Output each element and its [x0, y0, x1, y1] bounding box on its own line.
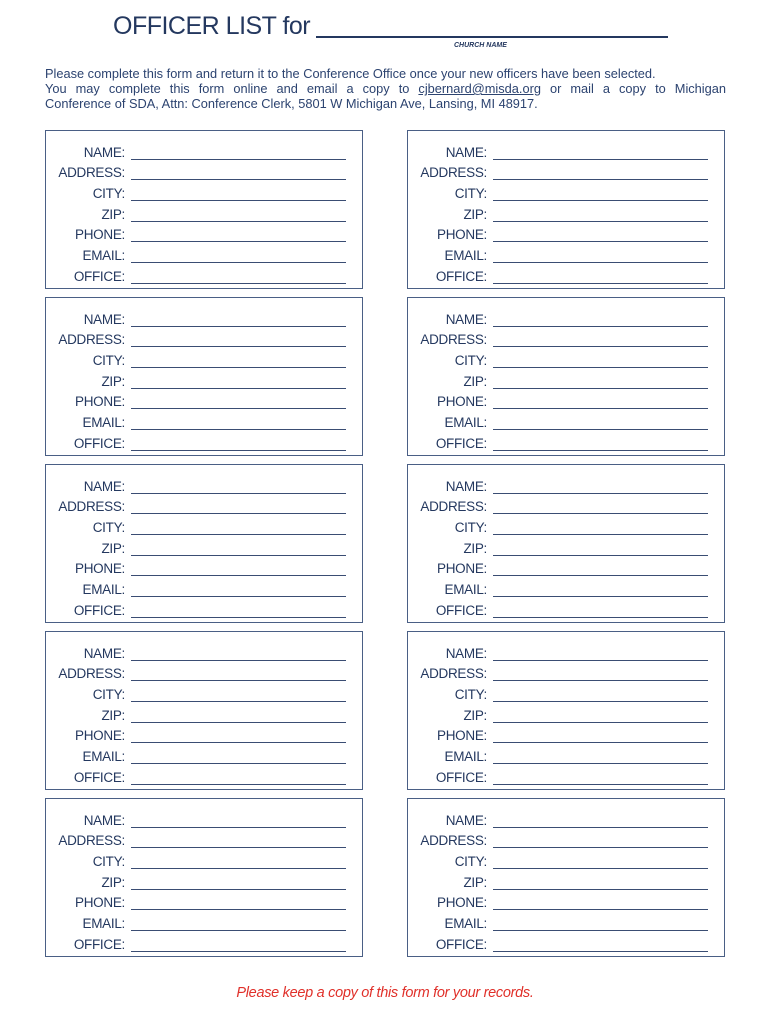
phone-label: PHONE:	[75, 561, 125, 577]
office-field	[408, 598, 724, 619]
phone-input-line[interactable]	[131, 241, 346, 242]
phone-input-line[interactable]	[493, 909, 708, 910]
zip-label: ZIP:	[101, 707, 125, 723]
email-label: EMAIL:	[444, 415, 487, 431]
email-input-line[interactable]	[493, 763, 708, 764]
office-field	[46, 932, 362, 953]
office-field	[408, 932, 724, 953]
city-input-line[interactable]	[493, 367, 708, 368]
email-label: EMAIL:	[82, 916, 125, 932]
office-input-line[interactable]	[131, 784, 346, 785]
phone-field	[408, 724, 724, 745]
phone-field	[408, 557, 724, 578]
address-input-line[interactable]	[493, 346, 708, 347]
phone-field	[46, 223, 362, 244]
zip-label: ZIP:	[101, 540, 125, 556]
zip-input-line[interactable]	[493, 388, 708, 389]
zip-field	[46, 703, 362, 724]
name-input-line[interactable]	[493, 493, 708, 494]
email-input-line[interactable]	[131, 930, 346, 931]
address-label: ADDRESS:	[58, 332, 125, 348]
city-input-line[interactable]	[131, 868, 346, 869]
name-input-line[interactable]	[131, 660, 346, 661]
office-input-line[interactable]	[131, 617, 346, 618]
address-field	[46, 161, 362, 182]
name-field	[408, 474, 724, 495]
address-input-line[interactable]	[131, 346, 346, 347]
city-label: CITY:	[92, 353, 125, 369]
email-field	[46, 577, 362, 598]
address-label: ADDRESS:	[420, 165, 487, 181]
email-input-line[interactable]	[131, 262, 346, 263]
name-input-line[interactable]	[131, 326, 346, 327]
phone-label: PHONE:	[437, 728, 487, 744]
name-label: NAME:	[83, 311, 125, 327]
email-label: EMAIL:	[82, 582, 125, 598]
phone-label: PHONE:	[437, 561, 487, 577]
office-label: OFFICE:	[435, 435, 487, 451]
email-field	[46, 410, 362, 431]
email-label: EMAIL:	[82, 248, 125, 264]
phone-label: PHONE:	[437, 227, 487, 243]
email-field	[408, 243, 724, 264]
zip-field	[408, 703, 724, 724]
office-label: OFFICE:	[435, 602, 487, 618]
name-label: NAME:	[445, 144, 487, 160]
email-label: EMAIL:	[444, 749, 487, 765]
zip-field	[408, 536, 724, 557]
zip-input-line[interactable]	[493, 221, 708, 222]
address-input-line[interactable]	[131, 513, 346, 514]
email-label: EMAIL:	[444, 248, 487, 264]
office-input-line[interactable]	[493, 951, 708, 952]
email-field	[46, 243, 362, 264]
zip-input-line[interactable]	[131, 889, 346, 890]
city-label: CITY:	[92, 687, 125, 703]
officer-card	[45, 297, 363, 456]
city-input-line[interactable]	[131, 534, 346, 535]
city-label: CITY:	[454, 186, 487, 202]
zip-input-line[interactable]	[493, 555, 708, 556]
zip-input-line[interactable]	[131, 221, 346, 222]
office-field	[46, 765, 362, 786]
office-input-line[interactable]	[131, 951, 346, 952]
office-field	[46, 598, 362, 619]
phone-label: PHONE:	[75, 227, 125, 243]
zip-label: ZIP:	[101, 874, 125, 890]
name-label: NAME:	[445, 812, 487, 828]
zip-field	[46, 369, 362, 390]
office-label: OFFICE:	[73, 769, 125, 785]
office-field	[408, 765, 724, 786]
phone-label: PHONE:	[437, 394, 487, 410]
name-label: NAME:	[445, 311, 487, 327]
zip-field	[408, 202, 724, 223]
zip-label: ZIP:	[463, 707, 487, 723]
name-field	[408, 307, 724, 328]
phone-input-line[interactable]	[131, 909, 346, 910]
office-field	[46, 431, 362, 452]
city-label: CITY:	[454, 353, 487, 369]
phone-input-line[interactable]	[493, 742, 708, 743]
phone-input-line[interactable]	[131, 742, 346, 743]
city-field	[408, 682, 724, 703]
email-input-line[interactable]	[493, 262, 708, 263]
office-field	[46, 264, 362, 285]
email-input-line[interactable]	[493, 429, 708, 430]
name-field	[46, 307, 362, 328]
address-label: ADDRESS:	[420, 666, 487, 682]
address-label: ADDRESS:	[420, 499, 487, 515]
address-label: ADDRESS:	[420, 332, 487, 348]
city-label: CITY:	[92, 520, 125, 536]
city-label: CITY:	[92, 854, 125, 870]
church-name-line[interactable]	[316, 36, 668, 38]
city-input-line[interactable]	[493, 868, 708, 869]
address-field	[408, 662, 724, 683]
name-label: NAME:	[445, 478, 487, 494]
zip-input-line[interactable]	[493, 889, 708, 890]
address-field	[408, 328, 724, 349]
zip-input-line[interactable]	[131, 388, 346, 389]
zip-field	[408, 369, 724, 390]
email-field	[408, 744, 724, 765]
instructions-line-3: Conference of SDA, Attn: Conference Clerk, 5801 W Michigan Ave, Lansing, MI 48917.	[45, 96, 538, 111]
address-label: ADDRESS:	[58, 499, 125, 515]
office-input-line[interactable]	[493, 450, 708, 451]
city-field	[46, 849, 362, 870]
name-field	[46, 140, 362, 161]
name-label: NAME:	[83, 478, 125, 494]
address-field	[408, 161, 724, 182]
email-label: EMAIL:	[444, 582, 487, 598]
address-input-line[interactable]	[131, 847, 346, 848]
phone-input-line[interactable]	[493, 575, 708, 576]
name-input-line[interactable]	[131, 159, 346, 160]
email-label: EMAIL:	[444, 916, 487, 932]
city-field	[408, 181, 724, 202]
email-input-line[interactable]	[131, 596, 346, 597]
email-label: EMAIL:	[82, 415, 125, 431]
name-label: NAME:	[83, 645, 125, 661]
city-field	[408, 348, 724, 369]
name-field	[46, 808, 362, 829]
zip-field	[46, 536, 362, 557]
address-field	[46, 662, 362, 683]
city-input-line[interactable]	[131, 200, 346, 201]
footer-note: Please keep a copy of this form for your records.	[236, 985, 534, 1001]
city-input-line[interactable]	[493, 200, 708, 201]
zip-field	[46, 202, 362, 223]
name-field	[408, 641, 724, 662]
address-label: ADDRESS:	[420, 833, 487, 849]
address-input-line[interactable]	[493, 680, 708, 681]
address-label: ADDRESS:	[58, 165, 125, 181]
officer-card	[45, 631, 363, 790]
office-label: OFFICE:	[435, 936, 487, 952]
city-label: CITY:	[92, 186, 125, 202]
phone-field	[408, 891, 724, 912]
city-input-line[interactable]	[493, 701, 708, 702]
phone-field	[408, 223, 724, 244]
office-field	[408, 431, 724, 452]
email-label: EMAIL:	[82, 749, 125, 765]
office-label: OFFICE:	[73, 936, 125, 952]
officer-card	[407, 631, 725, 790]
address-field	[408, 495, 724, 516]
phone-field	[46, 557, 362, 578]
zip-field	[408, 870, 724, 891]
title-row	[113, 10, 668, 42]
phone-label: PHONE:	[437, 895, 487, 911]
address-field	[46, 328, 362, 349]
office-label: OFFICE:	[435, 268, 487, 284]
phone-input-line[interactable]	[131, 408, 346, 409]
instructions-line-2-end: or mail a copy to Michigan	[540, 81, 726, 96]
officer-card	[45, 464, 363, 623]
name-input-line[interactable]	[493, 326, 708, 327]
address-input-line[interactable]	[493, 847, 708, 848]
phone-field	[46, 891, 362, 912]
office-input-line[interactable]	[493, 283, 708, 284]
office-label: OFFICE:	[73, 268, 125, 284]
email-field	[46, 744, 362, 765]
church-name-label: CHURCH NAME	[454, 42, 507, 49]
address-label: ADDRESS:	[58, 833, 125, 849]
city-field	[46, 515, 362, 536]
name-label: NAME:	[445, 645, 487, 661]
email-field	[408, 911, 724, 932]
city-input-line[interactable]	[131, 367, 346, 368]
email-input-line[interactable]	[131, 763, 346, 764]
officer-card	[45, 130, 363, 289]
name-label: NAME:	[83, 812, 125, 828]
zip-input-line[interactable]	[131, 555, 346, 556]
city-field	[408, 515, 724, 536]
city-input-line[interactable]	[493, 534, 708, 535]
office-field	[408, 264, 724, 285]
name-input-line[interactable]	[493, 660, 708, 661]
phone-field	[46, 390, 362, 411]
email-input-line[interactable]	[131, 429, 346, 430]
zip-label: ZIP:	[463, 874, 487, 890]
city-field	[46, 682, 362, 703]
phone-input-line[interactable]	[131, 575, 346, 576]
phone-label: PHONE:	[75, 728, 125, 744]
officer-card	[407, 297, 725, 456]
name-label: NAME:	[83, 144, 125, 160]
name-field	[46, 474, 362, 495]
name-input-line[interactable]	[131, 827, 346, 828]
zip-input-line[interactable]	[131, 722, 346, 723]
instructions-line-1: Please complete this form and return it to the Conference Office once your new officers have been selected.	[45, 66, 656, 81]
phone-label: PHONE:	[75, 394, 125, 410]
officer-card	[407, 798, 725, 957]
zip-label: ZIP:	[463, 373, 487, 389]
officer-cards-grid	[45, 130, 725, 957]
name-input-line[interactable]	[493, 159, 708, 160]
office-label: OFFICE:	[73, 435, 125, 451]
phone-field	[46, 724, 362, 745]
office-input-line[interactable]	[131, 283, 346, 284]
address-input-line[interactable]	[493, 513, 708, 514]
city-field	[46, 348, 362, 369]
address-input-line[interactable]	[131, 179, 346, 180]
office-input-line[interactable]	[493, 784, 708, 785]
instructions	[45, 66, 726, 111]
name-field	[46, 641, 362, 662]
city-label: CITY:	[454, 854, 487, 870]
instructions-line-2-start: You may complete this form online and email a copy to	[45, 81, 419, 96]
name-field	[408, 140, 724, 161]
name-field	[408, 808, 724, 829]
email-field	[408, 577, 724, 598]
address-field	[408, 829, 724, 850]
phone-input-line[interactable]	[493, 408, 708, 409]
zip-label: ZIP:	[463, 206, 487, 222]
address-field	[46, 829, 362, 850]
email-link[interactable]: cjbernard@misda.org	[418, 81, 541, 96]
name-input-line[interactable]	[493, 827, 708, 828]
email-field	[408, 410, 724, 431]
email-input-line[interactable]	[493, 596, 708, 597]
city-label: CITY:	[454, 520, 487, 536]
page-title: OFFICER LIST for	[113, 12, 311, 40]
zip-label: ZIP:	[101, 206, 125, 222]
officer-card	[407, 464, 725, 623]
address-label: ADDRESS:	[58, 666, 125, 682]
address-input-line[interactable]	[131, 680, 346, 681]
email-field	[46, 911, 362, 932]
city-input-line[interactable]	[131, 701, 346, 702]
email-input-line[interactable]	[493, 930, 708, 931]
address-field	[46, 495, 362, 516]
city-label: CITY:	[454, 687, 487, 703]
office-input-line[interactable]	[493, 617, 708, 618]
zip-field	[46, 870, 362, 891]
instructions-line-2	[45, 81, 726, 96]
phone-field	[408, 390, 724, 411]
address-input-line[interactable]	[493, 179, 708, 180]
zip-label: ZIP:	[463, 540, 487, 556]
city-field	[408, 849, 724, 870]
office-label: OFFICE:	[73, 602, 125, 618]
office-input-line[interactable]	[131, 450, 346, 451]
officer-card	[407, 130, 725, 289]
zip-input-line[interactable]	[493, 722, 708, 723]
name-input-line[interactable]	[131, 493, 346, 494]
phone-input-line[interactable]	[493, 241, 708, 242]
zip-label: ZIP:	[101, 373, 125, 389]
office-label: OFFICE:	[435, 769, 487, 785]
phone-label: PHONE:	[75, 895, 125, 911]
city-field	[46, 181, 362, 202]
officer-card	[45, 798, 363, 957]
